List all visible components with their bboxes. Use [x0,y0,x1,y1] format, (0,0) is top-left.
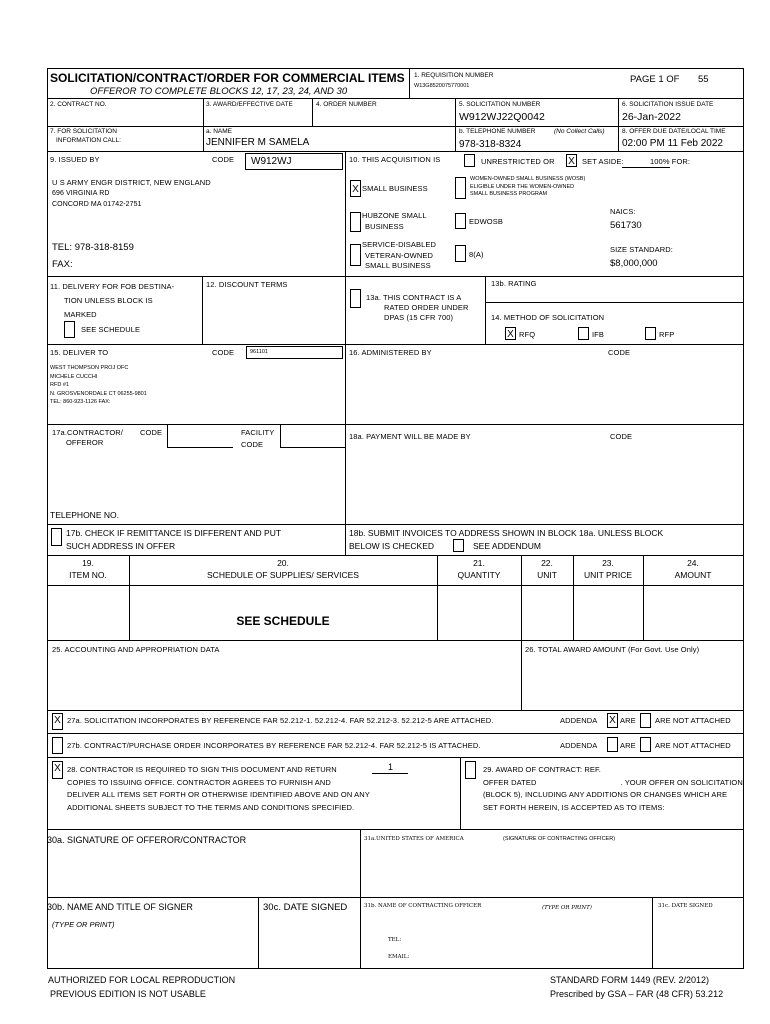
page-label: PAGE 1 OF [630,74,680,85]
payment-code-label: CODE [610,432,633,441]
co-name-label: 31b. NAME OF CONTRACTING OFFICER [364,903,482,909]
col-item-no: 19. ITEM NO. [69,558,107,580]
27a-are-checkbox[interactable]: X [607,713,618,728]
col-amount: 24. AMOUNT [674,558,712,580]
27b-checkbox[interactable] [52,737,63,754]
small-business-checkbox[interactable]: X [350,180,361,197]
unrestricted-checkbox[interactable] [464,154,475,167]
27a-are-not-checkbox[interactable] [640,713,651,728]
col-schedule: 20. SCHEDULE OF SUPPLIES/ SERVICES [207,558,359,580]
27b-are-not-checkbox[interactable] [640,737,651,752]
issued-by-label: 9. ISSUED BY [50,155,100,164]
29-checkbox[interactable] [465,761,476,779]
method-label: 14. METHOD OF SOLICITATION [491,313,605,322]
footer-right-1: STANDARD FORM 1449 (REV. 2/2012) [550,975,710,985]
set-aside-underline [622,167,670,168]
ifb-label: IFB [592,330,604,339]
due-date-label: 8. OFFER DUE DATE/LOCAL TIME [622,128,726,135]
size-standard-label: SIZE STANDARD: [610,245,673,254]
hubzone-label: HUBZONE SMALL BUSINESS [362,211,427,231]
form-subtitle: OFFEROR TO COMPLETE BLOCKS 12, 17, 23, 24, AND 30 [90,86,348,97]
facility-label: FACILITY [241,428,275,437]
co-signature-label: (SIGNATURE OF CONTRACTING OFFICER) [503,836,616,842]
sdvosb-checkbox[interactable] [350,244,361,266]
28-copies-underline [372,773,408,774]
payment-label: 18a. PAYMENT WILL BE MADE BY [349,432,471,441]
order-no-label: 4. ORDER NUMBER [316,101,377,108]
remittance-checkbox[interactable] [51,528,62,546]
ifb-checkbox[interactable] [578,327,589,340]
addendum-checkbox[interactable] [453,539,464,552]
issued-by-code-label: CODE [212,155,235,164]
solicitation-no-label: 5. SOLICITATION NUMBER [459,101,541,108]
contact-name[interactable]: JENNIFER M SAMELA [206,137,310,148]
wosb-label: WOMEN-OWNED SMALL BUSINESS (WOSB) ELIGIBLE UNDER THE WOMEN-OWNED SMALL BUSINESS PROGRAM [470,176,586,197]
col-unit-price: 23. UNIT PRICE [583,558,633,580]
total-award-label: 26. TOTAL AWARD AMOUNT (For Govt. Use Only) [525,645,700,654]
contract-no-label: 2. CONTRACT NO. [50,101,107,108]
see-schedule-label: SEE SCHEDULE [81,325,141,334]
28-copies[interactable]: 1 [388,762,394,772]
27b-text: 27b. CONTRACT/PURCHASE ORDER INCORPORATES BY REFERENCE FAR 52.212-4. FAR 52.212-5 IS ATTACHED. [67,741,481,750]
co-email-label: EMAIL: [388,954,410,960]
due-date[interactable]: 02:00 PM 11 Feb 2022 [622,138,723,149]
set-aside-label: SET ASIDE: [582,157,624,166]
28-checkbox[interactable]: X [52,761,63,779]
27a-addenda: ADDENDA [560,716,598,725]
col-quantity: 21. QUANTITY [457,558,501,580]
phone-number[interactable]: 978-318-8324 [459,139,522,150]
27a-text: 27a. SOLICITATION INCORPORATES BY REFERENCE FAR 52.212-1. 52.212-4. FAR 52.212-3. 52.212-5 ARE ATTACHED. [67,716,494,725]
info-call-label: 7. FOR SOLICITATION [50,128,117,135]
rfp-checkbox[interactable] [645,327,656,340]
invoice-label: 18b. SUBMIT INVOICES TO ADDRESS SHOWN IN BLOCK 18a. UNLESS BLOCK [349,528,664,538]
facility-code-box[interactable] [280,425,345,448]
deliver-to-address: WEST THOMPSON PROJ OFC MICHELE CUCCHI RFD #1 N. GROSVENORDALE CT 06255-9801 TEL: 860-923-1126 FAX: [50,365,147,405]
issue-date[interactable]: 26-Jan-2022 [622,111,681,123]
telephone-label: TELEPHONE NO. [50,510,119,520]
co-type-print: (TYPE OR PRINT) [542,905,592,911]
co-date-label: 31c. DATE SIGNED [658,903,713,909]
27b-addenda: ADDENDA [560,741,598,750]
deliver-to-label: 15. DELIVER TO [50,348,109,357]
27a-are-not: ARE NOT ATTACHED [655,716,731,725]
hubzone-checkbox[interactable] [350,212,361,232]
issued-by-address: U S ARMY ENGR DISTRICT, NEW ENGLAND 696 VIRGINIA RD CONCORD MA 01742-2751 [52,178,211,208]
date-signed-label: 30c. DATE SIGNED [263,902,348,913]
set-aside-percent: 100% FOR: [650,157,691,166]
requisition-number: W13G8520075770001 [414,83,470,89]
col-unit: 22. UNIT [537,558,557,580]
requisition-label: 1. REQUISITION NUMBER [414,72,494,79]
27b-are-checkbox[interactable] [607,737,618,752]
facility-code-label: CODE [241,440,264,449]
solicitation-number[interactable]: W912WJ22Q0042 [459,111,545,123]
8a-label: 8(A) [469,250,484,259]
footer-left-1: AUTHORIZED FOR LOCAL REPRODUCTION [48,975,236,985]
contractor-code-label: CODE [140,428,163,437]
28-text: 28. CONTRACTOR IS REQUIRED TO SIGN THIS DOCUMENT AND RETURN COPIES TO ISSUING OFFICE. CONTRACTOR AGREES TO FURNISH AND DELIVER ALL ITEMS SET FORTH OR OTHERWISE IDENTIFIED ABOVE AND ON ANY ADDITIONAL SHEETS SUBJECT TO THE TERMS AND CONDITIONS SPECIFIED. [67,765,370,812]
info-call-label-2: INFORMATION CALL: [56,137,121,144]
footer-right-2: Prescribed by GSA – FAR (48 CFR) 53.212 [550,989,724,999]
award-date-label: 3. AWARD/EFFECTIVE DATE [206,101,293,108]
delivery-fob-label: 11. DELIVERY FOR FOB DESTINA- TION UNLESS BLOCK IS MARKED [50,282,175,319]
29-text: 29. AWARD OF CONTRACT: REF. OFFER DATED . YOUR OFFER ON SOLICITATION (BLOCK 5), INCLUDING ANY ADDITIONS OR CHANGES WHICH ARE SET FORTH HEREIN, IS ACCEPTED AS TO ITEMS: [483,765,743,812]
schedule-body: SEE SCHEDULE [236,614,330,628]
unrestricted-label: UNRESTRICTED OR [481,157,555,166]
signer-name-label: 30b. NAME AND TITLE OF SIGNER [47,902,193,912]
rfq-checkbox[interactable]: X [505,327,516,340]
remittance-label: 17b. CHECK IF REMITTANCE IS DIFFERENT AND PUT [66,528,282,538]
rfq-label: RFQ [519,330,536,339]
offeror-signature-label: 30a. SIGNATURE OF OFFEROR/CONTRACTOR [47,835,247,845]
form-title: SOLICITATION/CONTRACT/ORDER FOR COMMERCIAL ITEMS [50,71,405,85]
issue-date-label: 6. SOLICITATION ISSUE DATE [622,101,714,108]
phone-label: b. TELEPHONE NUMBER [459,128,536,135]
acquisition-label: 10. THIS ACQUISITION IS [349,155,441,164]
invoice-label-2: BELOW IS CHECKED [349,541,435,551]
rating-label: 13b. RATING [491,279,537,288]
see-schedule-checkbox[interactable] [64,321,75,338]
signer-type-print: (TYPE OR PRINT) [52,920,115,929]
edwosb-checkbox[interactable] [455,213,466,229]
naics-code: 561730 [610,220,642,231]
page-total: 55 [698,74,709,85]
remittance-label-2: SUCH ADDRESS IN OFFER [66,541,176,551]
sdvosb-label: SERVICE-DISABLED VETERAN-OWNED SMALL BUSINESS [362,240,436,270]
administered-by-label: 16. ADMINISTERED BY [349,348,432,357]
phone-note: (No Collect Calls) [554,128,605,135]
discount-terms-label: 12. DISCOUNT TERMS [206,280,288,289]
27b-are: ARE [620,741,636,750]
size-standard: $8,000,000 [610,258,658,269]
deliver-to-code-label: CODE [212,348,235,357]
contractor-label-2: OFFEROR [66,438,104,447]
27a-are: ARE [620,716,636,725]
edwosb-label: EDWOSB [469,217,503,226]
name-label: a. NAME [206,128,233,135]
27b-are-not: ARE NOT ATTACHED [655,741,731,750]
contractor-label: 17a.CONTRACTOR/ [52,428,123,437]
co-tel-label: TEL: [388,937,402,943]
footer-left-2: PREVIOUS EDITION IS NOT USABLE [50,989,206,999]
set-aside-checkbox[interactable]: X [566,154,577,167]
administered-by-code-label: CODE [608,348,631,357]
rfp-label: RFP [659,330,675,339]
issued-by-code[interactable]: W912WJ [251,156,292,167]
small-business-label: SMALL BUSINESS [362,184,428,193]
8a-checkbox[interactable] [455,245,466,262]
deliver-to-code[interactable]: 961101 [250,349,268,355]
contractor-code-box[interactable] [167,425,233,448]
rated-order-checkbox[interactable] [350,289,361,308]
usa-label: 31a.UNITED STATES OF AMERICA [364,836,464,842]
naics-label: NAICS: [610,207,636,216]
issued-by-tel: TEL: 978-318-8159 [52,242,134,253]
wosb-checkbox[interactable] [455,177,466,199]
27a-checkbox[interactable]: X [52,713,63,730]
accounting-label: 25. ACCOUNTING AND APPROPRIATION DATA [52,645,220,654]
see-addendum-label: SEE ADDENDUM [473,541,542,551]
issued-by-fax: FAX: [52,259,73,270]
rated-order-label: 13a. THIS CONTRACT IS A RATED ORDER UNDER DPAS (15 CFR 700) [366,293,469,322]
